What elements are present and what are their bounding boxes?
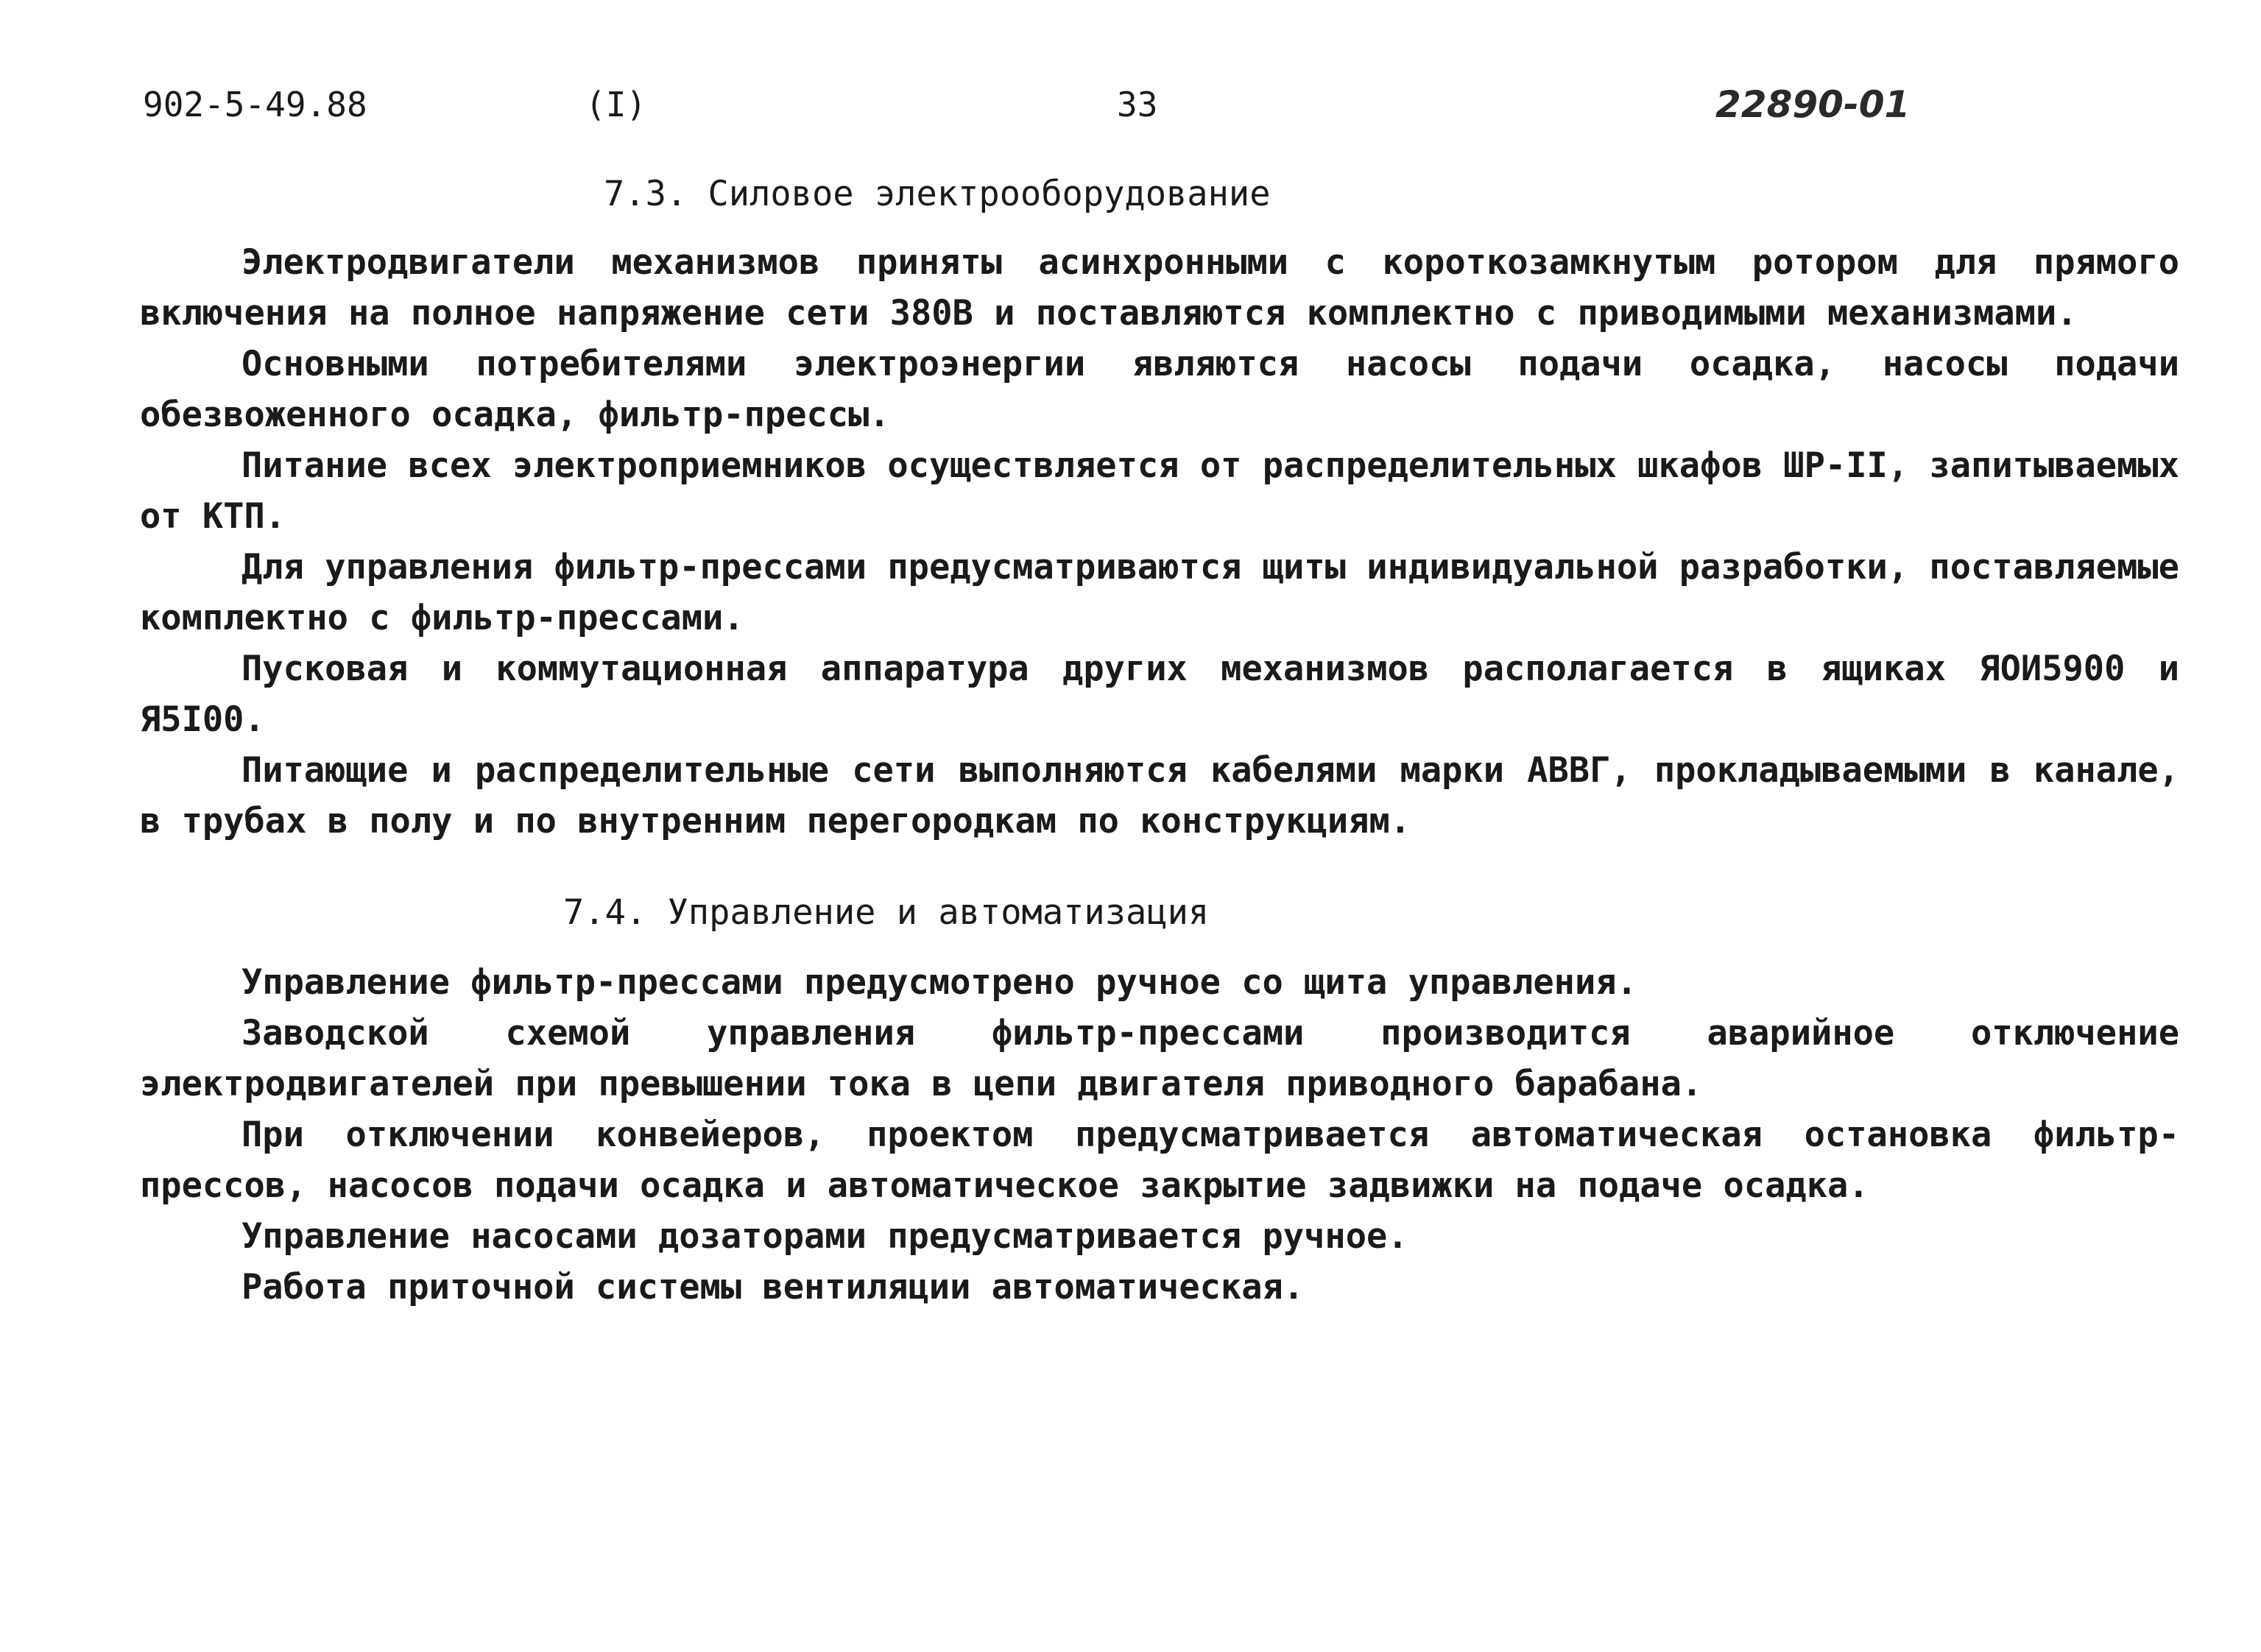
paragraph: Работа приточной системы вентиляции автоматическая. [241,1267,1305,1307]
paragraph: Управление насосами дозаторами предусматривается ручное. [241,1216,1408,1257]
section-7-4-title: 7.4. Управление и автоматизация [563,892,1210,933]
paragraph: Заводской схемой управления фильтр-прессами производится аварийное отключение электродвигателей при превышении тока в цепи двигателя приводного барабана. [140,1013,2179,1104]
document-code: 902-5-49.88 [143,85,367,124]
paragraph: При отключении конвейеров, проектом предусматривается автоматическая остановка фильтр-прессов, насосов подачи осадка и автоматическое закрытие задвижки на подаче осадка. [140,1115,2179,1206]
paragraph: Питающие и распределительные сети выполняются кабелями марки АВВГ, прокладываемыми в канале, в трубах в полу и по внутренним перегородкам по конструкциям. [140,750,2179,841]
inventory-number: 22890-01 [1715,83,1911,126]
paragraph: Электродвигатели механизмов приняты асинхронными с короткозамкнутым ротором для прямого включения на полное напряжение сети 380В и поставляются комплектно с приводимыми механизмами. [140,242,2179,333]
page-number: 33 [1117,85,1158,124]
paragraph: Основными потребителями электроэнергии являются насосы подачи осадка, насосы подачи обезвоженного осадка, фильтр-прессы. [140,344,2179,435]
paragraph: Пусковая и коммутационная аппаратура других механизмов располагается в ящиках ЯОИ5900 и Я5I00. [140,649,2179,740]
section-7-4-body [140,957,2179,1313]
paragraph: Питание всех электроприемников осуществляется от распределительных шкафов ШР-II, запитываемых от КТП. [140,445,2179,537]
paragraph: Для управления фильтр-прессами предусматриваются щиты индивидуальной разработки, поставляемые комплектно с фильтр-прессами. [140,547,2179,638]
paragraph: Управление фильтр-прессами предусмотрено ручное со щита управления. [241,962,1637,1003]
section-7-3-title: 7.3. Силовое электрооборудование [604,174,1271,214]
section-7-3-body [140,237,2179,847]
volume-number: (I) [585,85,647,124]
